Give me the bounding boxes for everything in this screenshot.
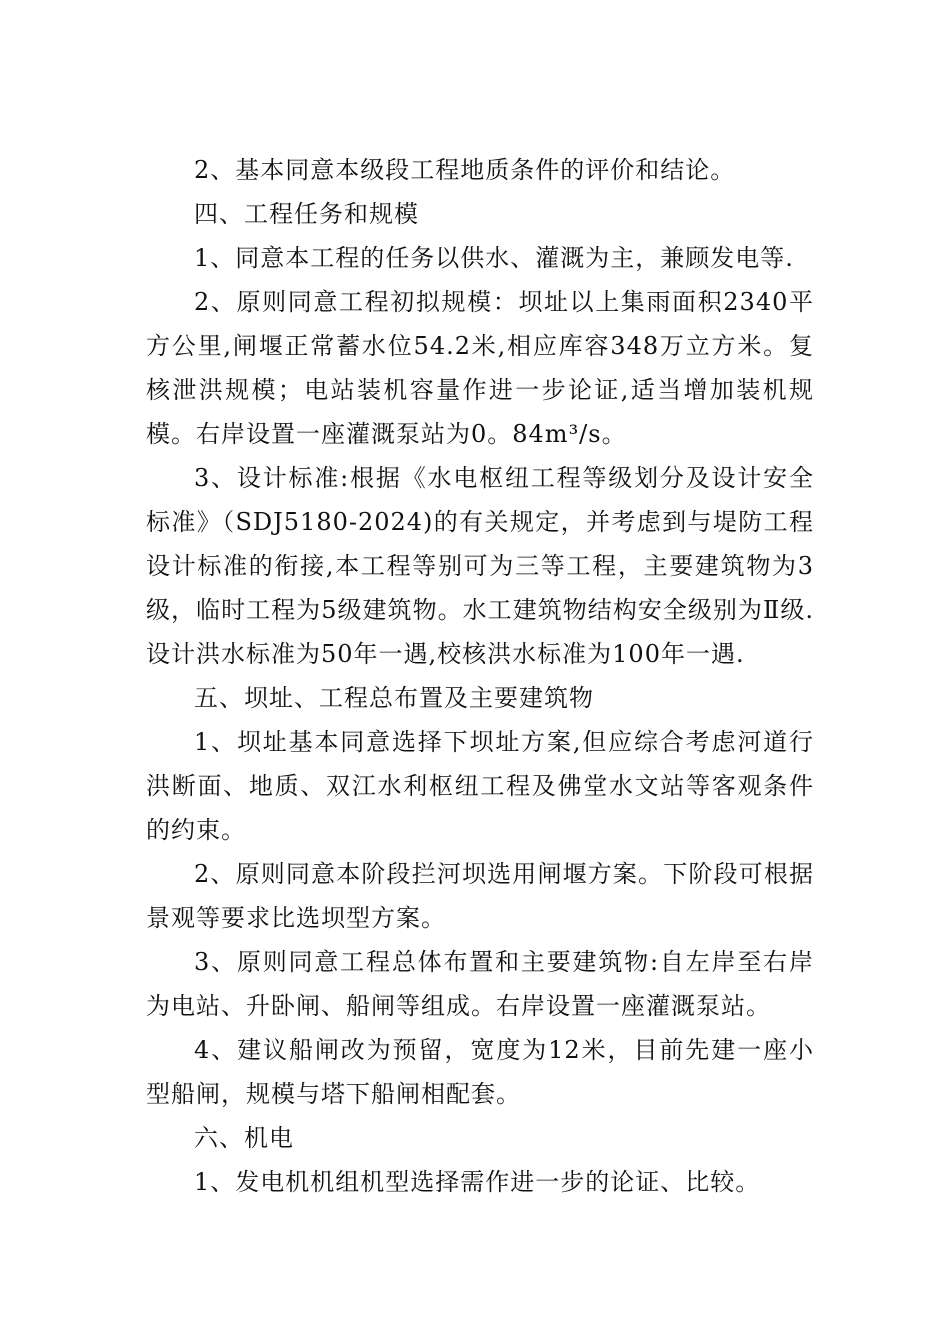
- paragraph-generator: 1、发电机机组机型选择需作进一步的论证、比较。: [194, 1168, 761, 1196]
- paragraph-geology-conclusion: 2、基本同意本级段工程地质条件的评价和结论。: [194, 156, 736, 184]
- heading-section-5: 五、坝址、工程总布置及主要建筑物: [194, 684, 594, 712]
- document-body: [146, 148, 814, 1204]
- paragraph-layout: 3、原则同意工程总体布置和主要建筑物:自左岸至右岸为电站、升卧闸、船闸等组成。右岸设置一座灌溉泵站。: [146, 948, 814, 1020]
- paragraph-dam-type: 2、原则同意本阶段拦河坝选用闸堰方案。下阶段可根据景观等要求比选坝型方案。: [146, 860, 814, 932]
- paragraph-design-standard: 3、设计标准:根据《水电枢纽工程等级划分及设计安全标准》（SDJ5180-2024)的有关规定，并考虑到与堤防工程设计标准的衔接,本工程等别可为三等工程，主要建筑物为3级，临时工程为5级建筑物。水工建筑物结构安全级别为Ⅱ级.设计洪水标准为50年一遇,校核洪水标准为100年一遇.: [146, 464, 814, 668]
- heading-section-6: 六、机电: [194, 1124, 294, 1152]
- paragraph-task: 1、同意本工程的任务以供水、灌溉为主，兼顾发电等.: [194, 244, 794, 272]
- paragraph-dam-site: 1、坝址基本同意选择下坝址方案,但应综合考虑河道行洪断面、地质、双江水利枢纽工程及佛堂水文站等客观条件的约束。: [146, 728, 814, 844]
- paragraph-ship-lock: 4、建议船闸改为预留，宽度为12米，目前先建一座小型船闸，规模与塔下船闸相配套。: [146, 1036, 814, 1108]
- paragraph-scale: 2、原则同意工程初拟规模：坝址以上集雨面积2340平方公里,闸堰正常蓄水位54.2米,相应库容348万立方米。复核泄洪规模；电站装机容量作进一步论证,适当增加装机规模。右岸设置一座灌溉泵站为0。84m³/s。: [146, 288, 814, 448]
- heading-section-4: 四、工程任务和规模: [194, 200, 419, 228]
